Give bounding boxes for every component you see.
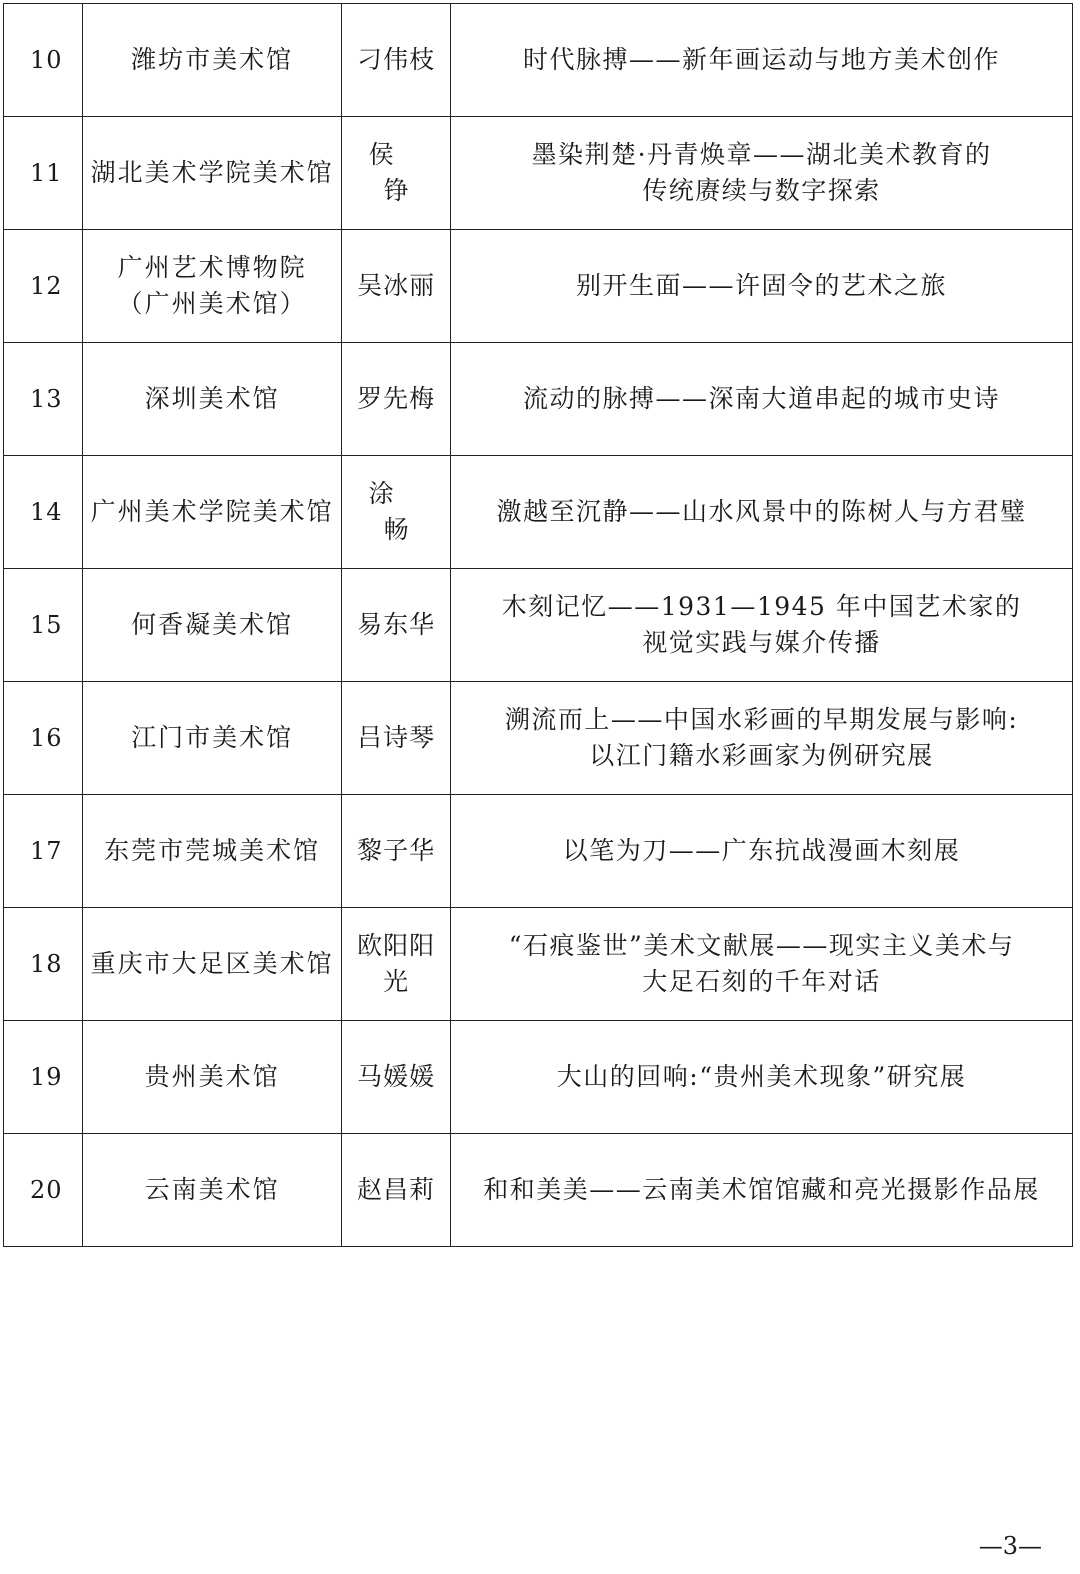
person-name: 侯铮 <box>368 140 439 205</box>
institution-cell <box>83 456 342 569</box>
exhibition-title-line: 木刻记忆——1931—1945 年中国艺术家的 <box>501 592 1022 621</box>
person-cell <box>342 1134 451 1247</box>
institution-line: 贵州美术馆 <box>144 1062 280 1091</box>
row-number: 18 <box>4 908 83 1021</box>
exhibition-title-line: 以江门籍水彩画家为例研究展 <box>589 741 934 770</box>
table-row <box>4 682 1073 795</box>
institution-cell <box>83 1021 342 1134</box>
exhibition-title-line: 传统赓续与数字探索 <box>642 176 881 205</box>
institution-line: 江门市美术馆 <box>131 723 294 752</box>
institution-cell <box>83 343 342 456</box>
exhibition-title-cell <box>451 456 1073 569</box>
exhibition-title-line: 激越至沉静——山水风景中的陈树人与方君璧 <box>496 497 1027 526</box>
exhibition-title-cell <box>451 682 1073 795</box>
exhibition-title-line: 时代脉搏——新年画运动与地方美术创作 <box>523 45 1001 74</box>
institution-cell <box>83 4 342 117</box>
table-row <box>4 1134 1073 1247</box>
institution-cell <box>83 795 342 908</box>
exhibition-title-line: 别开生面——许固令的艺术之旅 <box>576 271 948 300</box>
exhibition-title-cell <box>451 230 1073 343</box>
exhibition-title-line: 以笔为刀——广东抗战漫画木刻展 <box>562 836 961 865</box>
table-row <box>4 795 1073 908</box>
table-row <box>4 1021 1073 1134</box>
exhibition-title-line: 流动的脉搏——深南大道串起的城市史诗 <box>523 384 1001 413</box>
page-number: —3— <box>978 1532 1042 1560</box>
exhibition-title-line: 和和美美——云南美术馆馆藏和亮光摄影作品展 <box>483 1175 1040 1204</box>
person-cell <box>342 230 451 343</box>
person-name: 刁伟枝 <box>357 45 436 74</box>
exhibition-title-line: 大足石刻的千年对话 <box>642 967 881 996</box>
table-row <box>4 117 1073 230</box>
institution-line: 广州艺术博物院 <box>117 253 307 282</box>
row-number: 11 <box>4 117 83 230</box>
person-name: 易东华 <box>357 610 436 639</box>
person-cell <box>342 1021 451 1134</box>
person-name: 吴冰丽 <box>357 271 436 300</box>
exhibition-title-cell <box>451 117 1073 230</box>
row-number: 14 <box>4 456 83 569</box>
person-name: 欧阳阳光 <box>357 931 436 996</box>
table-row <box>4 230 1073 343</box>
exhibition-title-cell <box>451 343 1073 456</box>
person-name: 涂畅 <box>368 479 439 544</box>
table-row <box>4 908 1073 1021</box>
exhibition-title-line: 视觉实践与媒介传播 <box>642 628 881 657</box>
institution-cell <box>83 1134 342 1247</box>
institution-line: 湖北美术学院美术馆 <box>90 158 334 187</box>
person-name: 吕诗琴 <box>357 723 436 752</box>
institution-cell <box>83 230 342 343</box>
institution-line: 深圳美术馆 <box>144 384 280 413</box>
person-name: 黎子华 <box>357 836 436 865</box>
institution-line: 云南美术馆 <box>144 1175 280 1204</box>
exhibition-title-cell <box>451 1021 1073 1134</box>
row-number: 12 <box>4 230 83 343</box>
person-cell <box>342 4 451 117</box>
institution-line: 潍坊市美术馆 <box>131 45 294 74</box>
exhibition-table <box>3 3 1073 1247</box>
table-row <box>4 569 1073 682</box>
table-body <box>4 4 1073 1247</box>
exhibition-title-cell <box>451 908 1073 1021</box>
person-cell <box>342 117 451 230</box>
person-cell <box>342 343 451 456</box>
institution-cell <box>83 117 342 230</box>
table-row <box>4 343 1073 456</box>
person-name: 马媛媛 <box>357 1062 436 1091</box>
row-number: 17 <box>4 795 83 908</box>
row-number: 20 <box>4 1134 83 1247</box>
person-cell <box>342 908 451 1021</box>
institution-cell <box>83 908 342 1021</box>
institution-line: 东莞市莞城美术馆 <box>104 836 321 865</box>
institution-line: 广州美术学院美术馆 <box>90 497 334 526</box>
institution-cell <box>83 569 342 682</box>
person-name: 赵昌莉 <box>357 1175 436 1204</box>
row-number: 15 <box>4 569 83 682</box>
exhibition-title-cell <box>451 569 1073 682</box>
person-cell <box>342 456 451 569</box>
row-number: 10 <box>4 4 83 117</box>
institution-cell <box>83 682 342 795</box>
exhibition-title-cell <box>451 795 1073 908</box>
exhibition-title-line: 墨染荆楚·丹青焕章——湖北美术教育的 <box>531 140 992 169</box>
exhibition-title-cell <box>451 1134 1073 1247</box>
person-cell <box>342 569 451 682</box>
row-number: 13 <box>4 343 83 456</box>
exhibition-title-line: 大山的回响:“贵州美术现象”研究展 <box>556 1062 967 1091</box>
institution-line: 重庆市大足区美术馆 <box>90 949 334 978</box>
institution-line: 何香凝美术馆 <box>131 610 294 639</box>
table-row <box>4 456 1073 569</box>
exhibition-title-line: “石痕鉴世”美术文献展——现实主义美术与 <box>508 931 1015 960</box>
person-cell <box>342 795 451 908</box>
institution-line: （广州美术馆） <box>117 289 307 318</box>
person-name: 罗先梅 <box>357 384 436 413</box>
table-row <box>4 4 1073 117</box>
exhibition-title-cell <box>451 4 1073 117</box>
row-number: 16 <box>4 682 83 795</box>
person-cell <box>342 682 451 795</box>
exhibition-title-line: 溯流而上——中国水彩画的早期发展与影响: <box>504 705 1019 734</box>
row-number: 19 <box>4 1021 83 1134</box>
